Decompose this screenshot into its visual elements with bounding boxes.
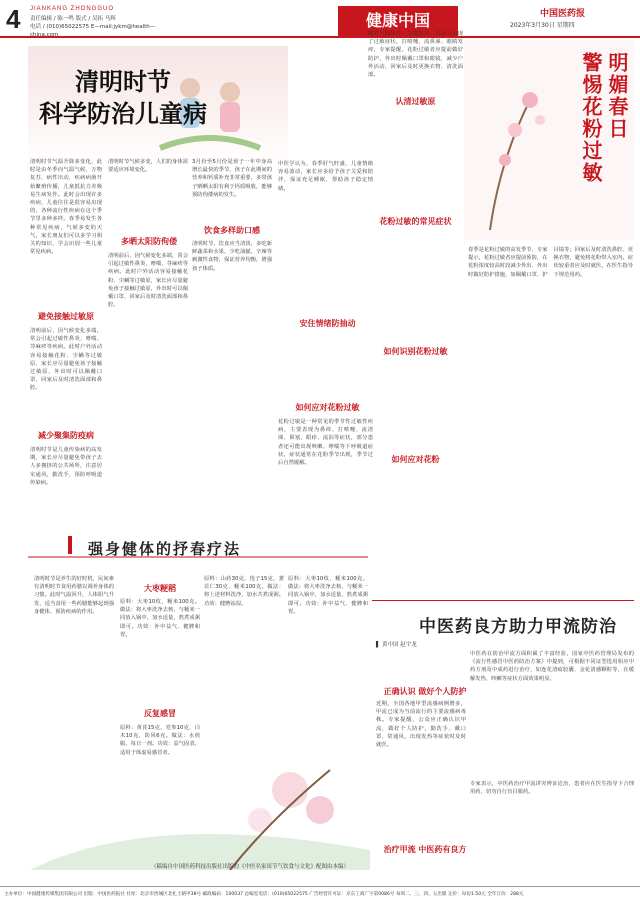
subheading: 花粉过敏的常见症状 bbox=[379, 217, 452, 226]
article-body: 清明时节是儿童传染病的高发期，家长应尽量避免带孩子去人多拥挤的公共场所，注意居室通风，勤洗手，预防呼吸道传染病。 bbox=[30, 447, 102, 486]
divider bbox=[372, 600, 634, 601]
spring-article-title: 明媚春日 警惕花粉过敏 bbox=[579, 52, 629, 184]
article-body: 专家表示，中医药治疗甲流讲究辨证论治，患者应在医生指导下合理用药，切勿自行盲目服药。 bbox=[470, 781, 634, 796]
flower-illustration bbox=[470, 60, 570, 230]
footer-imprint: 主办单位：中国健康传媒集团有限公司 出版：中国医药报社 社址：北京市西城区北礼士路甲38号 邮政编码：100037 总编室电话：(010)65022575 广告经营许可证：京东工商广字第0086号 每周二、三、四、五出版 定价：每份1.50元 全年订价：288元 bbox=[0, 886, 640, 903]
section-title: 健康中国 bbox=[338, 6, 458, 36]
article-title: 强身健体的抒春疗法 bbox=[88, 540, 242, 558]
paper-name: 中国医药报 bbox=[540, 9, 586, 19]
article-body: 原料：大枣10枚，粳米100克。做法：将大枣洗净去核，与粳米一同放入锅中，加水适量，熬煮成粥即可。功效：补中益气、健脾和胃。 bbox=[288, 576, 368, 615]
article-body: 原料：大枣10枚，粳米100克。做法：将大枣洗净去核，与粳米一同放入锅中，加水适量，熬煮成粥即可。功效：补中益气、健脾和胃。 bbox=[120, 599, 200, 638]
subheading: 正确认识 做好个人防护 bbox=[383, 687, 467, 696]
article-body: 清明前后，因气候变化多端，常会引起过敏性鼻炎、哮喘、荨麻疹等疾病。此时户外活动容易接触花粉、尘螨等过敏原，家长应尽量避免孩子接触过敏原，外出时可以佩戴口罩，回家后及时清洗面部和鼻腔。 bbox=[30, 328, 102, 392]
blossom-illustration bbox=[30, 750, 370, 870]
article-body: 花粉过敏是一种常见的季节性过敏性疾病，主要表现为鼻痒、打喷嚏、流清涕、鼻塞、眼痒、流泪等症状，部分患者还可能出现咳嗽、哮喘等下呼吸道症状，症状通常在花粉季节出现，季节过后自然缓解。 bbox=[278, 419, 373, 467]
article-body: 中医药在防治甲流方面积累了丰富经验，国家中医药管理局发布的《流行性感冒中医药防治方案》中提到，可根据不同证型选用相应中药方剂及中成药进行治疗，如连花清瘟胶囊、金花清感颗粒等，在缓解发热、咳嗽等症状方面效果明显。 bbox=[470, 651, 634, 682]
article-body: 原料：黄芪15克，党参10克，白术10克，防风6克。做法：水煎服，每日一剂。功效：益气固表，适用于体虚易感冒者。 bbox=[120, 725, 200, 756]
subheading: 避免接触过敏原 bbox=[38, 312, 94, 321]
subheading: 反复感冒 bbox=[144, 709, 176, 718]
byline: ▌ 黄中国 赵宇龙 bbox=[376, 642, 417, 648]
subheading: 多晒太阳防佝偻 bbox=[121, 237, 177, 246]
masthead-editors: 责任编辑 / 陈一鸣 版式 / 吴拓 马辉 电话 / (010)65022575 E—mail:jykm@health—china.com bbox=[30, 16, 156, 38]
subheading: 治疗甲流 中医药有良方 bbox=[383, 845, 467, 854]
article-body: 清明时节气候多变，人们的身体需要适应环境变化。 bbox=[108, 159, 188, 174]
subheading: 如何应对花粉过敏 bbox=[295, 403, 360, 412]
article-body: 近期，全国各地甲型流感病例增多，甲流已成为当前流行的主要流感病毒株。专家提醒，公众应正确认识甲流，做好个人防护，勤洗手、戴口罩、常通风，出现发热等症状时及时就医。 bbox=[376, 701, 466, 749]
article-body: 清明前后，因气候变化多端，常会引起过敏性鼻炎、哮喘、荨麻疹等疾病。此时户外活动容易接触花粉、尘螨等过敏原，家长应尽量避免孩子接触过敏原，外出时可以佩戴口罩，回家后及时清洗面部和鼻腔。 bbox=[108, 253, 188, 309]
article-title: 清明时节 科学防治儿童病 bbox=[39, 67, 207, 128]
article-body: 中医学认为，春季肝气旺盛，儿童情绪容易波动，家长应多给予孩子关爱和陪伴，保证充足睡眠，帮助孩子稳定情绪。 bbox=[278, 161, 373, 192]
article-body: 随着气温回升，万物复苏，许多人出现了过敏症状，打喷嚏、流鼻涕、眼睛发痒，专家提醒，花粉过敏者应提前做好防护，外出时佩戴口罩和眼镜，减少户外活动，回家后及时更换衣物、清洗面部。 bbox=[368, 31, 463, 79]
article-body: 清明时节气温升降多变化，此时是由冬季向气温气候、万物复苏，病性出动，疾病病菌开始繁殖传播，儿童抵抗力差极易生病发作。此时会出现许多疾病，儿童往往是很容易出现的，各种流行性疾病在这个季节里多种多样。春季易发生各种常见疾病，气候多变的天气，家长朋友们可以多学习相关的知识，学会识别一些儿童常见疾病。 bbox=[30, 159, 102, 256]
article-body: 春季是花粉过敏的高发季节，专家提示，花粉过敏者应提前预防，在花粉浓度较高时段减少外出，外出时做好防护措施，如佩戴口罩、护目镜等；回家后及时清洗鼻腔、更换衣物，避免将花粉带入室内。症状较重者应及时就医，在医生指导下规范用药。 bbox=[468, 247, 633, 278]
subheading: 如何应对花粉 bbox=[391, 455, 440, 464]
subheading: 大枣粳稻 bbox=[144, 584, 176, 593]
article-body: 原料：山药30克，莲子15克，薏苡仁30克，粳米100克。做法：将上述材料洗净，加水共煮成粥。功效：健脾祛湿。 bbox=[204, 576, 284, 607]
image-credit: （稿编自中国医药科技出版社出版的《中医名家谈节气饮食与文化》配图由本编） bbox=[150, 864, 349, 870]
subheading: 减少聚集防疫病 bbox=[38, 431, 94, 440]
subheading: 安住情绪防抽动 bbox=[299, 319, 356, 328]
page-number: 4 bbox=[6, 4, 21, 34]
issue-date: 2023年3月30日 星期四 bbox=[510, 22, 575, 29]
subheading: 如何识别花粉过敏 bbox=[383, 347, 448, 356]
article-body: 清明时节，饮食应当清淡，多吃新鲜蔬菜和水果，少吃油腻、辛辣等刺激性食物，保证营养均衡，增强孩子体质。 bbox=[192, 241, 272, 272]
subheading: 饮食多样助口感 bbox=[204, 226, 260, 235]
masthead-pinyin: JIANKANG ZHONGGUO bbox=[30, 6, 115, 12]
article-body: 3月份至5月份是孩子一年中身高增长最快的季节，孩子在此期间的营养和钙质补充非常重要，多带孩子晒晒太阳有利于钙质吸收，能够预防佝偻病的发生。 bbox=[192, 159, 272, 198]
article-title: 中医药良方助力甲流防治 bbox=[419, 617, 617, 637]
article-body: 清明时节是养生的好时机，民间素有清明时节食用药膳以调养身体的习惯。此时气温回升，人体阳气升发，适当食用一些药膳能够起到强身健体、预防疾病的作用。 bbox=[34, 576, 114, 615]
subheading: 认清过敏原 bbox=[395, 97, 436, 106]
